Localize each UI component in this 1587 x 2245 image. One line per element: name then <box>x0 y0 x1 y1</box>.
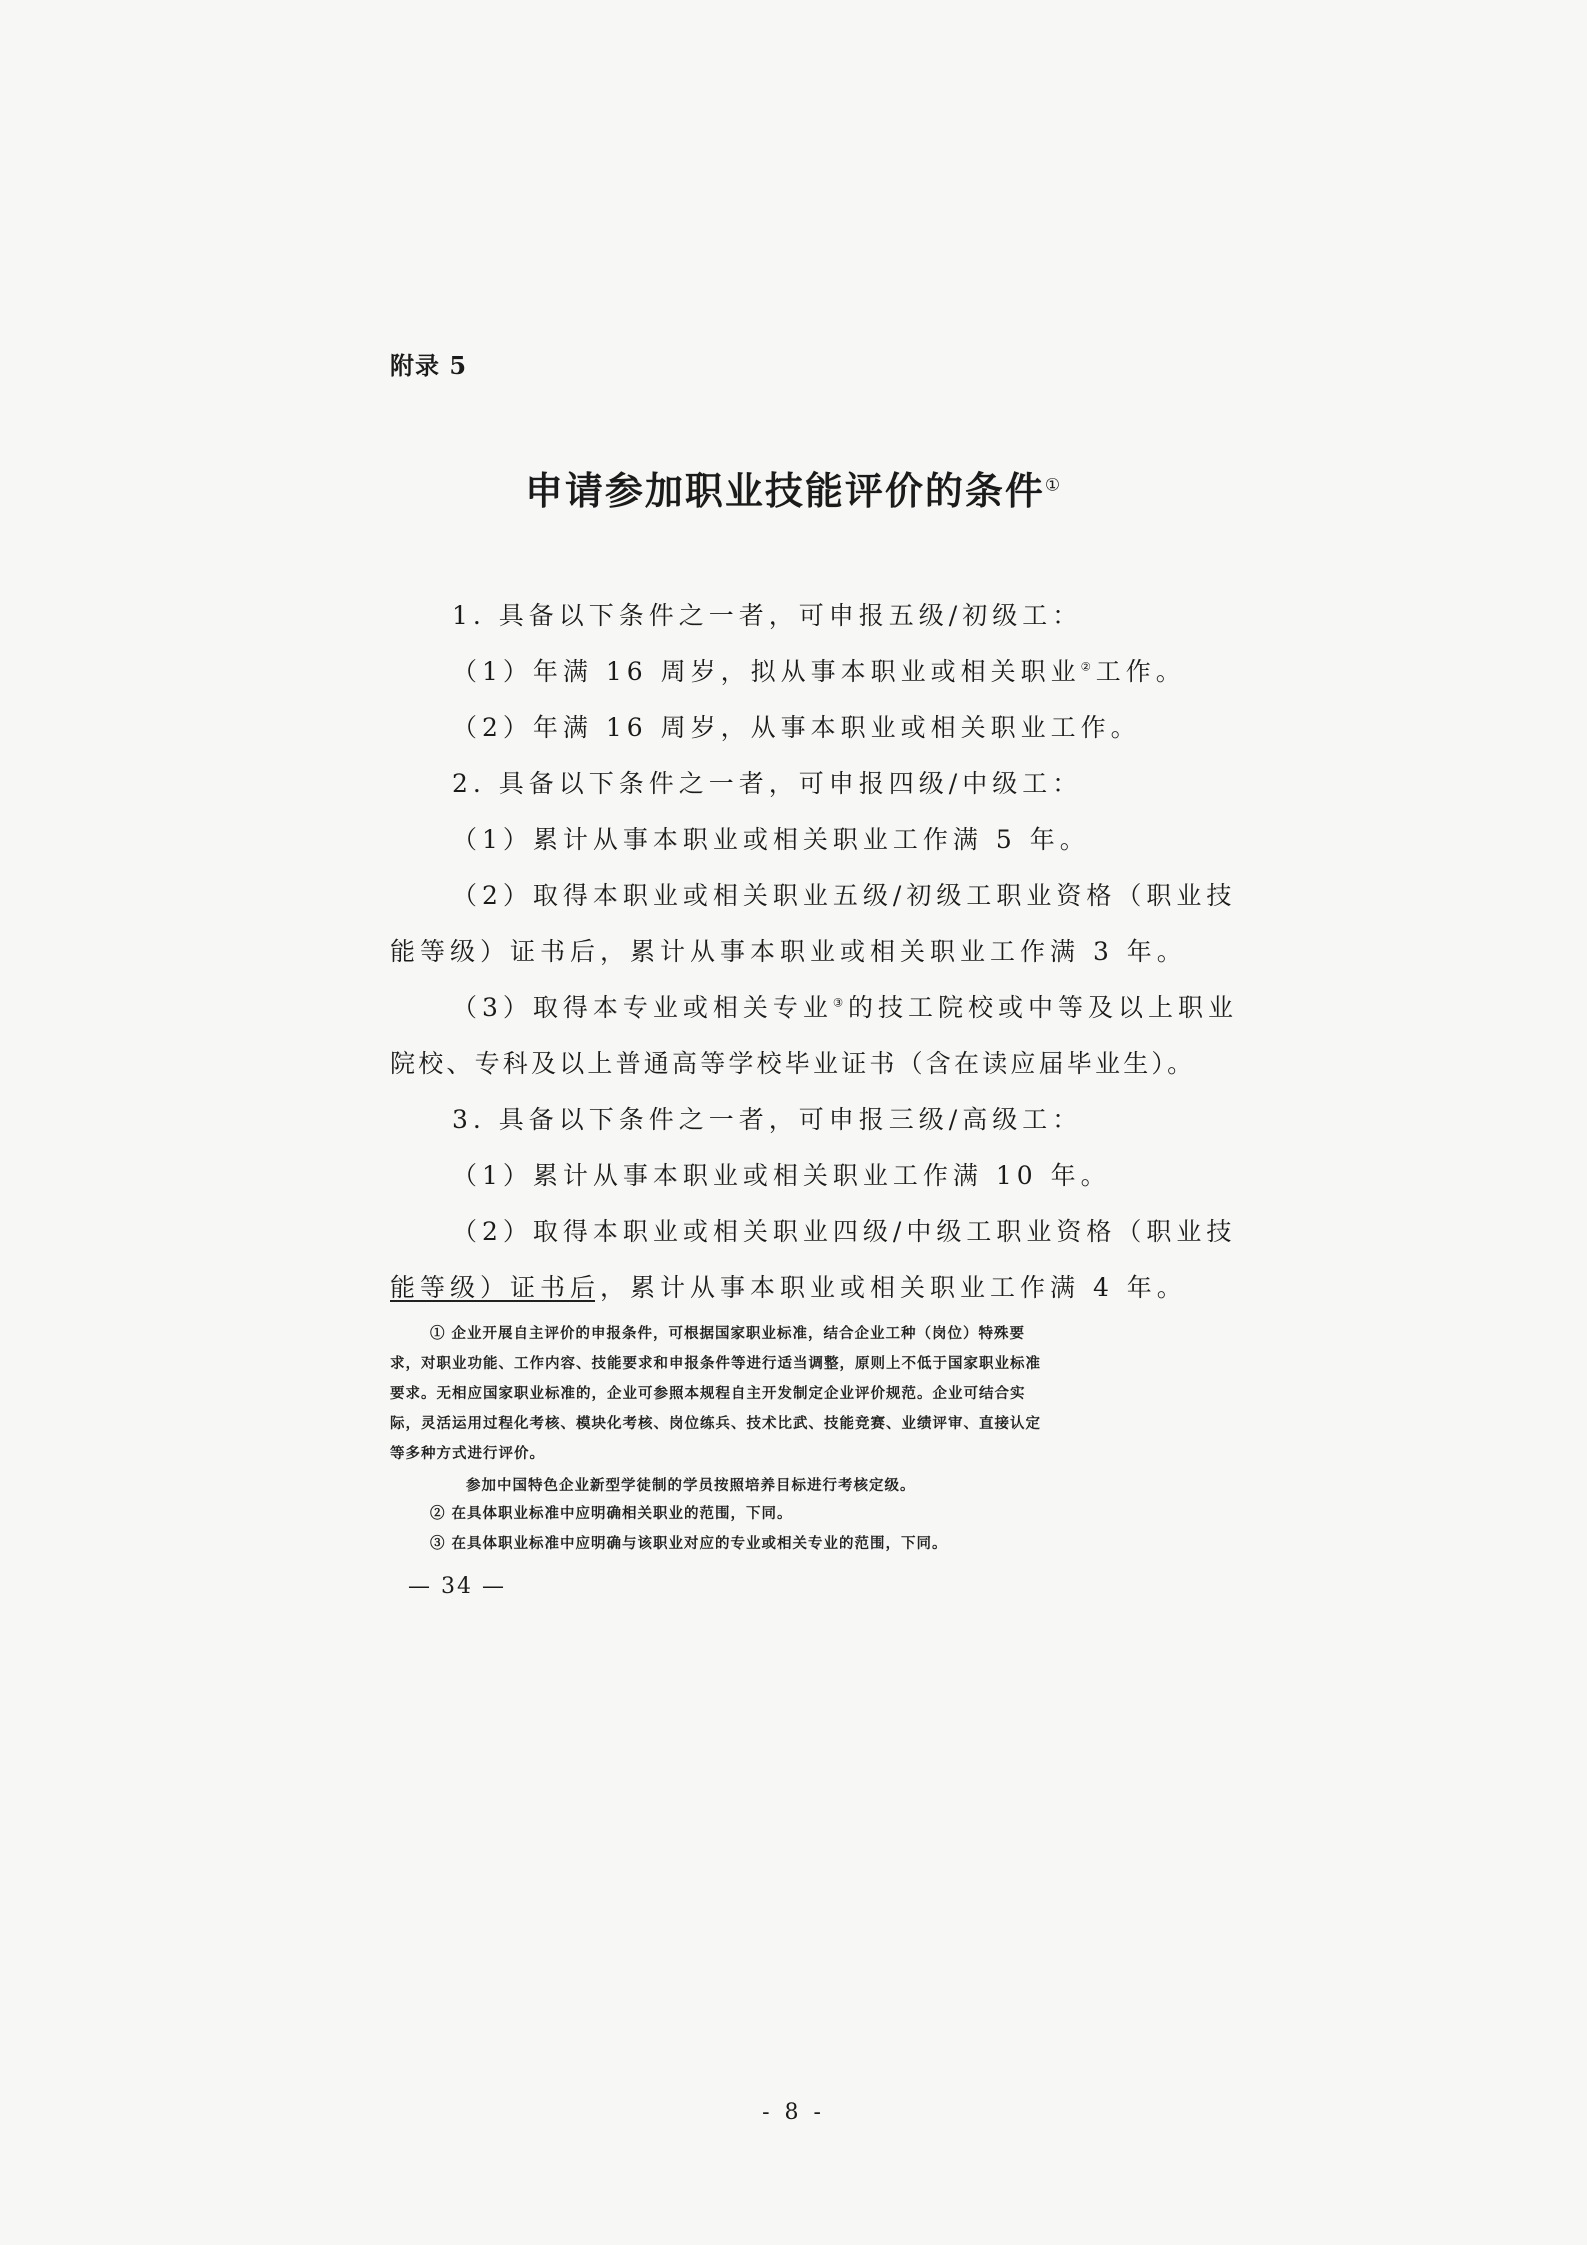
body-line: （1）累计从事本职业或相关职业工作满 5 年。 <box>452 825 1090 854</box>
body-text: （3）取得本专业或相关专业 <box>452 993 833 1022</box>
body-line <box>452 652 1186 688</box>
title-footnote-mark: ① <box>1044 475 1063 496</box>
footnote-line: 求，对职业功能、工作内容、技能要求和申报条件等进行适当调整，原则上不低于国家职业标准 <box>390 1355 1041 1372</box>
footnote-mark: ③ <box>832 996 849 1010</box>
footnote-line: 际，灵活运用过程化考核、模块化考核、岗位练兵、技术比武、技能竞赛、业绩评审、直接认定 <box>390 1415 1041 1432</box>
original-page-number: — 34 — <box>408 1574 506 1599</box>
body-line: 能等级）证书后，累计从事本职业或相关职业工作满 3 年。 <box>390 937 1187 966</box>
body-line: 能等级）证书后，累计从事本职业或相关职业工作满 4 年。 <box>390 1273 1187 1302</box>
footnote-mark: ② <box>1080 660 1096 674</box>
body-line: 2. 具备以下条件之一者，可申报四级/中级工： <box>452 769 1083 798</box>
body-line: 院校、专科及以上普通高等学校毕业证书（含在读应届毕业生）。 <box>390 1049 1196 1078</box>
body-line <box>452 988 1239 1024</box>
footnote-line: 等多种方式进行评价。 <box>390 1445 545 1462</box>
appendix-label: 附录 5 <box>390 351 468 380</box>
page-title <box>0 460 1587 515</box>
body-line: 1. 具备以下条件之一者，可申报五级/初级工： <box>452 601 1083 630</box>
page-number: - 8 - <box>762 2100 825 2125</box>
body-text: （1）年满 16 周岁，拟从事本职业或相关职业 <box>452 657 1081 686</box>
body-line: （1）累计从事本职业或相关职业工作满 10 年。 <box>452 1161 1111 1190</box>
footnote-line: ① 企业开展自主评价的申报条件，可根据国家职业标准，结合企业工种（岗位）特殊要 <box>430 1325 1026 1342</box>
footnote-line: ② 在具体职业标准中应明确相关职业的范围，下同。 <box>430 1505 793 1522</box>
body-line: （2）取得本职业或相关职业四级/中级工职业资格（职业技 <box>452 1217 1237 1246</box>
body-text: 的技工院校或中等及以上职业 <box>848 993 1239 1022</box>
footnote-line: ③ 在具体职业标准中应明确与该职业对应的专业或相关专业的范围，下同。 <box>430 1535 948 1552</box>
title-text: 申请参加职业技能评价的条件 <box>524 468 1045 513</box>
body-line: 3. 具备以下条件之一者，可申报三级/高级工： <box>452 1105 1083 1134</box>
footnote-line: 参加中国特色企业新型学徒制的学员按照培养目标进行考核定级。 <box>466 1477 916 1494</box>
body-line: （2）年满 16 周岁，从事本职业或相关职业工作。 <box>452 713 1141 742</box>
footnote-line: 要求。无相应国家职业标准的，企业可参照本规程自主开发制定企业评价规范。企业可结合实 <box>390 1385 1026 1402</box>
body-line: （2）取得本职业或相关职业五级/初级工职业资格（职业技 <box>452 881 1237 910</box>
footnote-divider <box>390 1300 595 1302</box>
body-text: 工作。 <box>1095 657 1186 686</box>
